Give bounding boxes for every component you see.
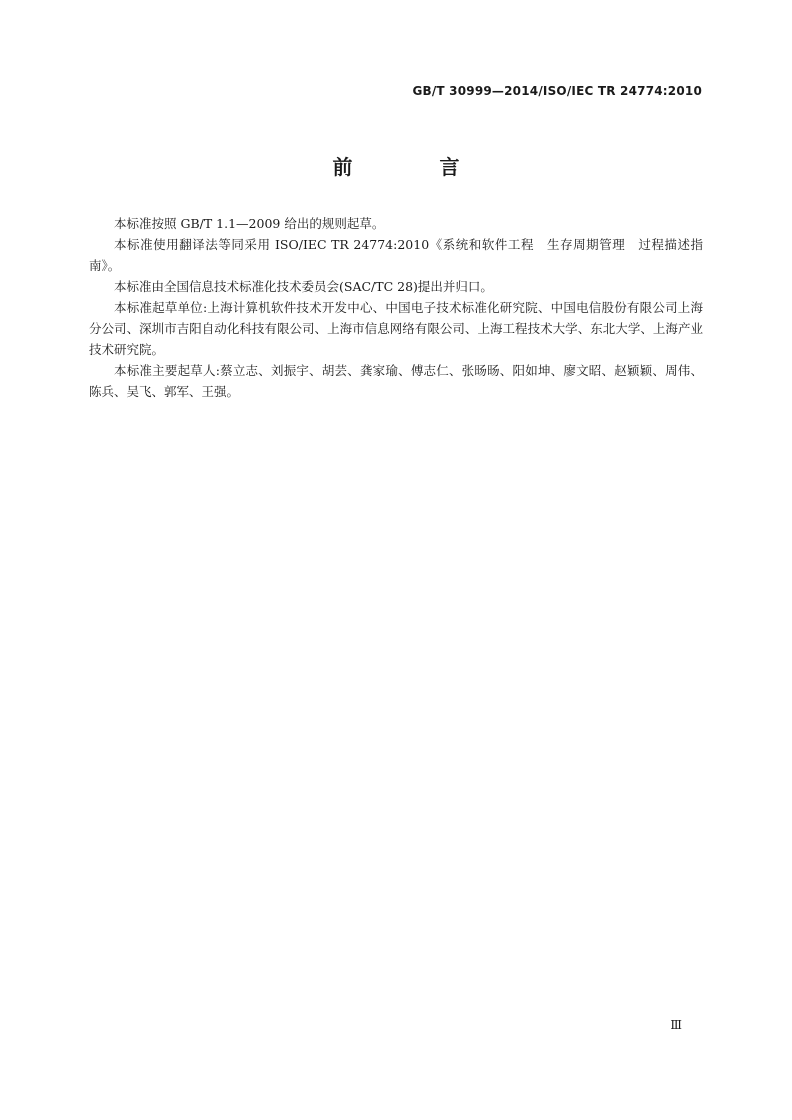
paragraph-drafting-rules: 本标准按照 GB/T 1.1—2009 给出的规则起草。: [114, 216, 385, 231]
foreword-body: [89, 213, 703, 402]
paragraph-adoption: 本标准使用翻译法等同采用 ISO/IEC TR 24774:2010《系统和软件工程 生存周期管理 过程描述指南》。: [89, 237, 703, 273]
paragraph-drafting-units: 本标准起草单位:上海计算机软件技术开发中心、中国电子技术标准化研究院、中国电信股份有限公司上海分公司、深圳市吉阳自动化科技有限公司、上海市信息网络有限公司、上海工程技术大学、东北大学、上海产业技术研究院。: [89, 300, 703, 357]
page-number: Ⅲ: [670, 1018, 682, 1032]
standard-code-header: GB/T 30999—2014/ISO/IEC TR 24774:2010: [412, 84, 702, 98]
paragraph-proposer: 本标准由全国信息技术标准化技术委员会(SAC/TC 28)提出并归口。: [114, 279, 493, 294]
paragraph-drafters: 本标准主要起草人:蔡立志、刘振宇、胡芸、龚家瑜、傅志仁、张旸旸、阳如坤、廖文昭、赵颖颖、周伟、陈兵、吴飞、郭军、王强。: [89, 363, 703, 399]
page-title: 前 言: [332, 155, 500, 179]
